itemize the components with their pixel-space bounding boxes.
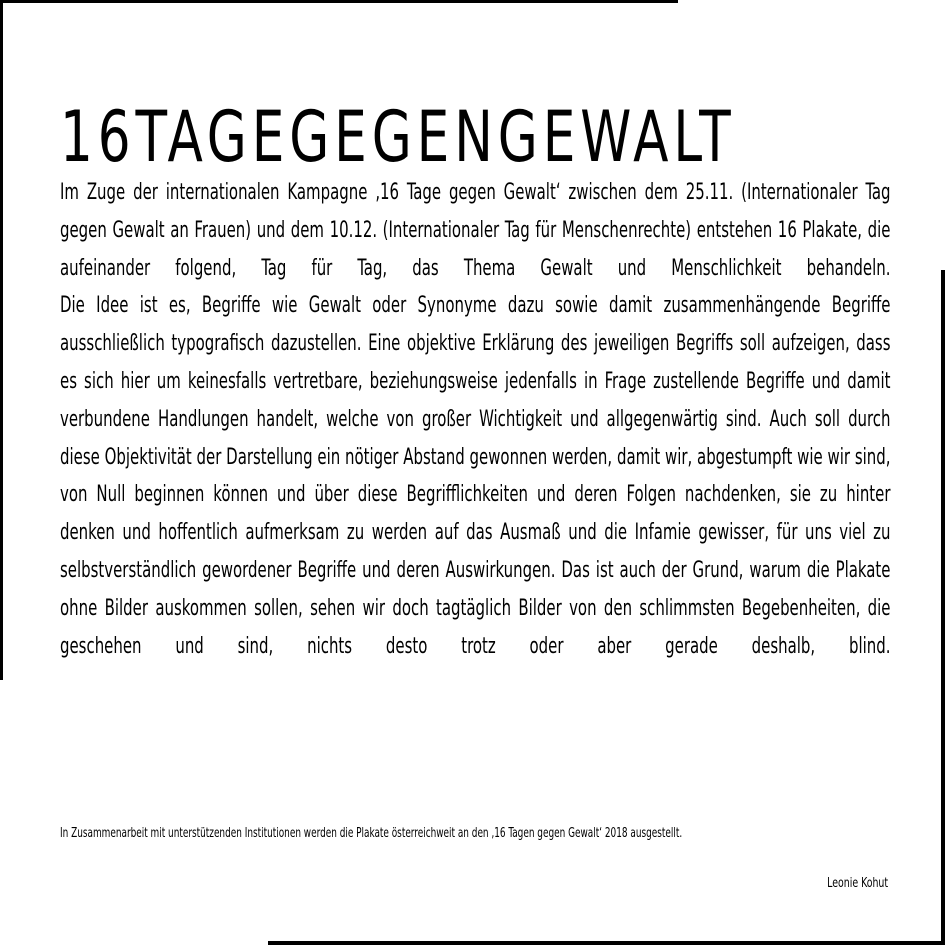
author-signature: Leonie Kohut (827, 876, 888, 891)
body-text (60, 174, 891, 665)
frame-bottom-line (268, 941, 945, 945)
frame-left-line (0, 0, 3, 680)
frame-top-line (0, 0, 678, 3)
page-title: 16TAGEGEGENGEWALT (60, 95, 736, 178)
frame-right-line (941, 270, 945, 945)
footnote: In Zusammenarbeit mit unterstützenden Institutionen werden die Plakate österreichweit an den ‚16 Tagen gegen Gewalt‘ 2018 ausgestellt. (60, 826, 683, 841)
paragraph-campaign-intro: Im Zuge der internationalen Kampagne ‚16 Tage gegen Gewalt‘ zwischen dem 25.11. (Internationaler Tag gegen Gewalt an Frauen) und dem 10.12. (Internationaler Tag für Menschenrechte) entstehen 16 Plakate, die aufeinander folgend, Tag für Tag, das Thema Gewalt und Menschlichkeit behandeln. (60, 180, 891, 281)
paragraph-concept: Die Idee ist es, Begriffe wie Gewalt oder Synonyme dazu sowie damit zusammenhängende Begriffe ausschließlich typografisch dazustellen. Eine objektive Erklärung des jeweiligen Begriffs soll aufzeigen, dass es sich hier um keinesfalls vertretbare, beziehungsweise jedenfalls in Frage zustellende Begriffe und damit verbundene Handlungen handelt, welche von großer Wichtigkeit und allgegenwärtig sind. Auch soll durch diese Objektivität der Darstellung ein nötiger Abstand gewonnen werden, damit wir, abgestumpft wie wir sind, von Null beginnen können und über diese Begrifflichkeiten und deren Folgen nachdenken, sie zu hinter denken und hoffentlich aufmerksam zu werden auf das Ausmaß und die Infamie gewisser, für uns viel zu selbstverständlich gewordener Begriffe und deren Auswirkungen. Das ist auch der Grund, warum die Plakate ohne Bilder auskommen sollen, sehen wir doch tagtäglich Bilder von den schlimmsten Begebenheiten, die geschehen und sind, nichts desto trotz oder aber gerade deshalb, blind. (60, 293, 891, 659)
